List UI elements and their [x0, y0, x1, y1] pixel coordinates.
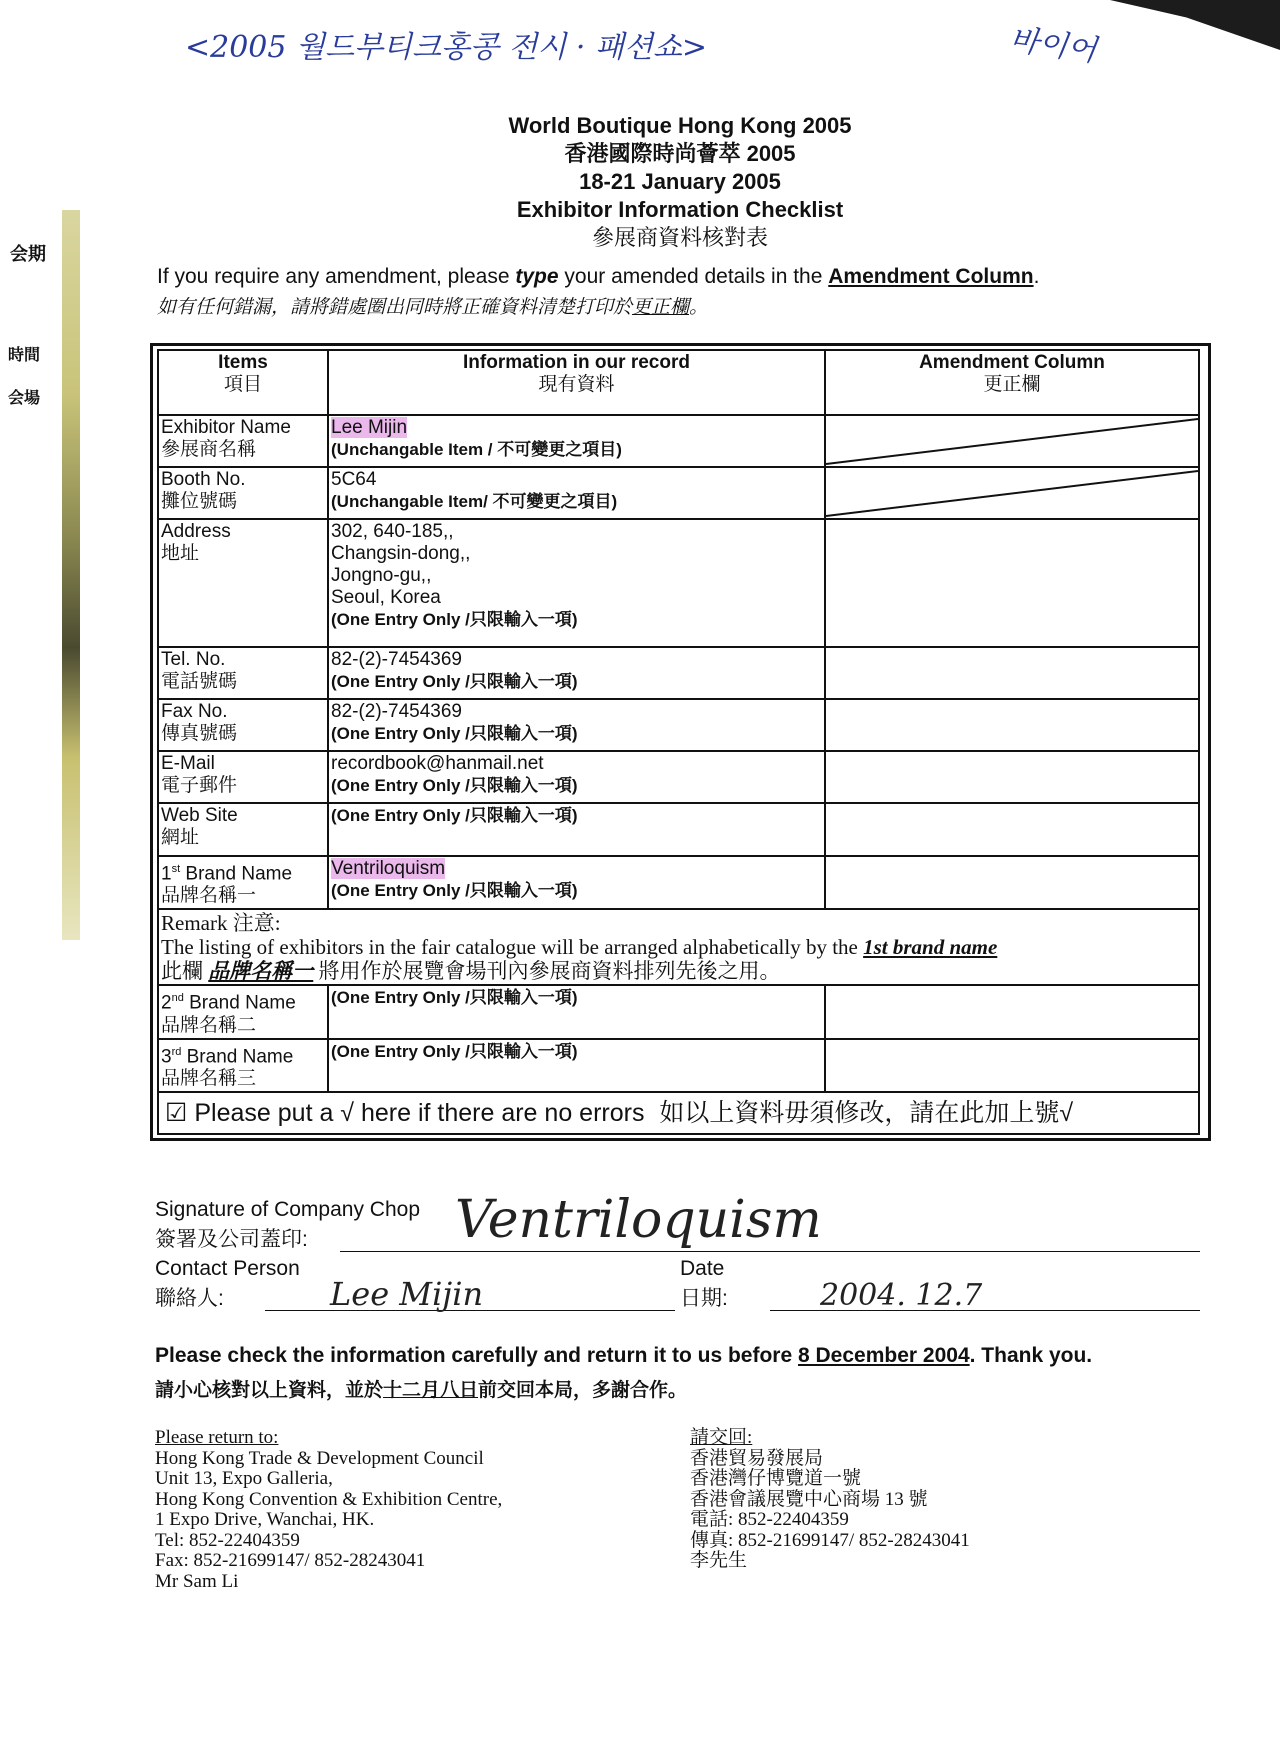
- label-zh: 地址: [161, 543, 200, 564]
- label-cell: [158, 1039, 328, 1092]
- row-email: [158, 751, 1199, 803]
- one-entry-note: (One Entry Only /只限輸入一項): [331, 881, 578, 900]
- handwritten-header: <2005 월드부티크홍콩 전시 · 패션쇼>: [185, 30, 708, 65]
- table-header-row: [158, 350, 1199, 415]
- confirm-checkbox[interactable]: ☑: [165, 1098, 188, 1127]
- header-info-en: Information in our record: [463, 352, 690, 373]
- row-website: [158, 803, 1199, 856]
- amend-cell-address[interactable]: [825, 519, 1199, 647]
- label-en: Brand Name: [180, 863, 293, 885]
- value-cell: [328, 467, 825, 519]
- row-booth-no: [158, 467, 1199, 519]
- amend-cell-brand-2[interactable]: [825, 985, 1199, 1038]
- confirm-text-zh: 如以上資料毋須修改，請在此加上號√: [659, 1098, 1074, 1127]
- chop-label-zh: 簽署及公司蓋印:: [155, 1228, 308, 1251]
- label-cell: [158, 519, 328, 647]
- chop-signature-line: [340, 1251, 1200, 1252]
- label-cell: [158, 699, 328, 751]
- label-cell: [158, 985, 328, 1038]
- value-cell: [328, 985, 825, 1038]
- address-line: Fax: 852-21699147/ 852-28243041: [155, 1550, 426, 1571]
- amend-cell-website[interactable]: [825, 803, 1199, 856]
- side-label-3: 会場: [8, 390, 41, 407]
- signature-labels: [155, 1195, 420, 1255]
- instruction-text: If you require any amendment, please: [157, 265, 516, 288]
- amendment-column-ref-zh: 更正欄: [632, 297, 690, 318]
- label-en: Booth No.: [161, 469, 246, 490]
- label-en: Exhibitor Name: [161, 417, 291, 438]
- remark-emphasis-en: 1st brand name: [863, 935, 998, 960]
- amend-cell-fax[interactable]: [825, 699, 1199, 751]
- amend-cell-email[interactable]: [825, 751, 1199, 803]
- title-line-2: 香港國際時尚薈萃 2005: [564, 141, 796, 166]
- email-value: recordbook@hanmail.net: [331, 753, 544, 774]
- label-zh: 網址: [161, 827, 200, 848]
- row-fax: [158, 699, 1199, 751]
- title-line-1: World Boutique Hong Kong 2005: [508, 113, 852, 138]
- row-tel: [158, 647, 1199, 699]
- one-entry-note: (One Entry Only /只限輸入一項): [331, 806, 578, 825]
- brand-1-value: Ventriloquism: [331, 858, 446, 879]
- handwritten-corner-note: 바이어: [1007, 22, 1099, 69]
- document-title: [380, 112, 980, 252]
- return-notice-zh: [155, 1375, 687, 1402]
- header-items: [158, 350, 328, 415]
- value-cell: [328, 1039, 825, 1092]
- header-amend-zh: 更正欄: [983, 374, 1041, 395]
- strike-line: [826, 468, 1198, 518]
- header-amend-en: Amendment Column: [919, 352, 1105, 373]
- label-cell: [158, 647, 328, 699]
- header-info: [328, 350, 825, 415]
- label-cell: [158, 415, 328, 467]
- remark-text-en: The listing of exhibitors in the fair catalogue will be arranged alphabetically by the: [161, 935, 864, 960]
- date-label-en: Date: [680, 1257, 725, 1280]
- return-address-zh: [690, 1428, 970, 1572]
- address-line: 電話: 852-22404359: [690, 1509, 849, 1530]
- return-notice-text: Please check the information carefully and return it to us before: [155, 1344, 798, 1367]
- one-entry-note: (One Entry Only /只限輸入一項): [331, 776, 578, 795]
- instruction-zh-text: 如有任何錯漏，請將錯處圈出同時將正確資料清楚打印於: [157, 297, 633, 318]
- header-amend: [825, 350, 1199, 415]
- one-entry-note: (One Entry Only /只限輸入一項): [331, 988, 578, 1008]
- return-notice-zh-end: 前交回本局，多謝合作。: [478, 1380, 688, 1401]
- return-heading-en: Please return to:: [155, 1427, 279, 1448]
- address-line: 香港貿易發展局: [690, 1447, 824, 1469]
- exhibitor-name-value: Lee Mijin: [331, 417, 408, 438]
- remark-label: Remark 注意:: [161, 911, 281, 936]
- instruction-en: [157, 265, 1039, 289]
- value-cell: [328, 803, 825, 856]
- brand-ordinal-suffix: nd: [171, 992, 184, 1005]
- amend-cell-disabled: [825, 467, 1199, 519]
- address-line: Jongno-gu,,: [331, 565, 432, 586]
- label-en: E-Mail: [161, 753, 215, 774]
- row-confirm: [158, 1092, 1199, 1134]
- one-entry-note: (One Entry Only /只限輸入一項): [331, 1041, 578, 1061]
- instruction-text-3: .: [1033, 265, 1040, 288]
- contact-label-zh: 聯絡人:: [155, 1287, 224, 1310]
- title-line-3: 18-21 January 2005: [579, 169, 781, 194]
- side-label-1: 会期: [10, 244, 46, 264]
- background-photo-strip: [62, 210, 80, 940]
- chop-label-en: Signature of Company Chop: [155, 1198, 420, 1221]
- brand-ordinal: 1: [161, 863, 172, 885]
- address-line: 302, 640-185,,: [331, 521, 454, 542]
- label-cell: [158, 751, 328, 803]
- label-zh: 品牌名稱二: [161, 1014, 257, 1036]
- return-deadline-zh: 十二月八日: [383, 1380, 479, 1401]
- unchangeable-note: (Unchangable Item/ 不可變更之項目): [331, 492, 618, 511]
- title-line-5: 參展商資料核對表: [591, 225, 768, 250]
- instruction-zh-end: 。: [689, 297, 709, 318]
- unchangeable-note: (Unchangable Item / 不可變更之項目): [331, 440, 622, 459]
- address-line: Mr Sam Li: [155, 1570, 239, 1592]
- address-line: 香港灣仔博覽道一號: [690, 1468, 862, 1489]
- remark-cell: [158, 909, 1199, 985]
- value-cell: [328, 751, 825, 803]
- label-en: Address: [161, 521, 231, 542]
- address-line: Seoul, Korea: [331, 587, 441, 608]
- address-line: Changsin-dong,,: [331, 543, 471, 564]
- row-exhibitor-name: [158, 415, 1199, 467]
- side-label-2: 時間: [8, 347, 41, 364]
- return-address-en: [155, 1428, 502, 1592]
- remark-emphasis-zh: 品牌名稱一: [208, 959, 314, 984]
- row-address: [158, 519, 1199, 647]
- amend-cell-brand-3[interactable]: [825, 1039, 1199, 1092]
- value-cell: [328, 856, 825, 909]
- label-en: Tel. No.: [161, 649, 226, 670]
- value-cell: [328, 647, 825, 699]
- confirm-cell: [158, 1092, 1199, 1134]
- row-brand-2: [158, 985, 1199, 1038]
- label-zh: 電話號碼: [161, 671, 238, 692]
- label-zh: 品牌名稱三: [161, 1067, 257, 1089]
- chop-signature[interactable]: Ventriloquism: [455, 1190, 822, 1250]
- address-line: 1 Expo Drive, Wanchai, HK.: [155, 1509, 375, 1530]
- address-line: Hong Kong Convention & Exhibition Centre,: [155, 1488, 503, 1510]
- label-en: Web Site: [161, 805, 238, 826]
- label-zh: 電子郵件: [161, 775, 238, 796]
- amend-cell-brand-1[interactable]: [825, 856, 1199, 909]
- date-handwritten[interactable]: 2004. 12.7: [820, 1278, 983, 1313]
- header-info-zh: 現有資料: [538, 374, 615, 395]
- label-en: Brand Name: [183, 992, 296, 1014]
- address-line: 傳真: 852-21699147/ 852-28243041: [690, 1529, 970, 1551]
- contact-labels: [155, 1254, 300, 1314]
- brand-ordinal: 2: [161, 992, 172, 1014]
- instruction-zh: [157, 292, 708, 319]
- return-notice-zh-text: 請小心核對以上資料，並於: [155, 1380, 384, 1401]
- header-items-zh: 項目: [223, 374, 262, 395]
- instruction-text-2: your amended details in the: [558, 265, 829, 288]
- scan-corner-shadow: [1110, 0, 1280, 50]
- label-cell: [158, 467, 328, 519]
- brand-ordinal-suffix: st: [171, 863, 181, 875]
- address-line: 香港會議展覽中心商場 13 號: [690, 1488, 928, 1510]
- brand-ordinal-suffix: rd: [171, 1045, 182, 1058]
- remark-text-zh: 此欄: [161, 959, 209, 984]
- label-en: Fax No.: [161, 701, 228, 722]
- label-zh: 品牌名稱一: [161, 885, 257, 907]
- confirm-text-en: Please put a √ here if there are no errors: [194, 1098, 645, 1127]
- tel-value: 82-(2)-7454369: [331, 649, 462, 670]
- label-cell: [158, 803, 328, 856]
- return-heading-zh: 請交回:: [690, 1427, 753, 1448]
- booth-no-value: 5C64: [331, 469, 377, 490]
- brand-ordinal: 3: [161, 1045, 172, 1067]
- one-entry-note: (One Entry Only /只限輸入一項): [331, 610, 578, 629]
- contact-label-en: Contact Person: [155, 1257, 300, 1280]
- value-cell: [328, 415, 825, 467]
- value-cell: [328, 699, 825, 751]
- row-brand-1: [158, 856, 1199, 909]
- label-zh: 傳真號碼: [161, 723, 238, 744]
- address-line: Hong Kong Trade & Development Council: [155, 1447, 484, 1469]
- label-en: Brand Name: [181, 1045, 294, 1067]
- header-items-en: Items: [218, 352, 268, 373]
- label-zh: 攤位號碼: [161, 491, 238, 512]
- address-line: Unit 13, Expo Galleria,: [155, 1468, 333, 1489]
- label-cell: [158, 856, 328, 909]
- date-labels: [680, 1254, 728, 1314]
- address-line: Tel: 852-22404359: [155, 1529, 300, 1551]
- address-line: 李先生: [690, 1550, 748, 1571]
- title-line-4: Exhibitor Information Checklist: [516, 197, 844, 222]
- return-notice-en: [155, 1344, 1092, 1368]
- amend-cell-disabled: [825, 415, 1199, 467]
- one-entry-note: (One Entry Only /只限輸入一項): [331, 724, 578, 743]
- amendment-column-ref: Amendment Column: [828, 265, 1034, 288]
- fax-value: 82-(2)-7454369: [331, 701, 462, 722]
- instruction-emphasis: type: [515, 265, 559, 288]
- return-deadline: 8 December 2004: [798, 1344, 970, 1367]
- value-cell: [328, 519, 825, 647]
- exhibitor-checklist-table: [157, 349, 1200, 1135]
- label-zh: 參展商名稱: [161, 439, 257, 460]
- return-notice-end: . Thank you.: [969, 1344, 1093, 1367]
- row-remark: [158, 909, 1199, 985]
- row-brand-3: [158, 1039, 1199, 1092]
- one-entry-note: (One Entry Only /只限輸入一項): [331, 672, 578, 691]
- contact-handwritten[interactable]: Lee Mijin: [330, 1275, 484, 1313]
- amend-cell-tel[interactable]: [825, 647, 1199, 699]
- strike-line: [826, 416, 1198, 466]
- date-label-zh: 日期:: [680, 1287, 728, 1310]
- remark-text-zh-end: 將用作於展覽會場刊內參展商資料排列先後之用。: [313, 959, 781, 984]
